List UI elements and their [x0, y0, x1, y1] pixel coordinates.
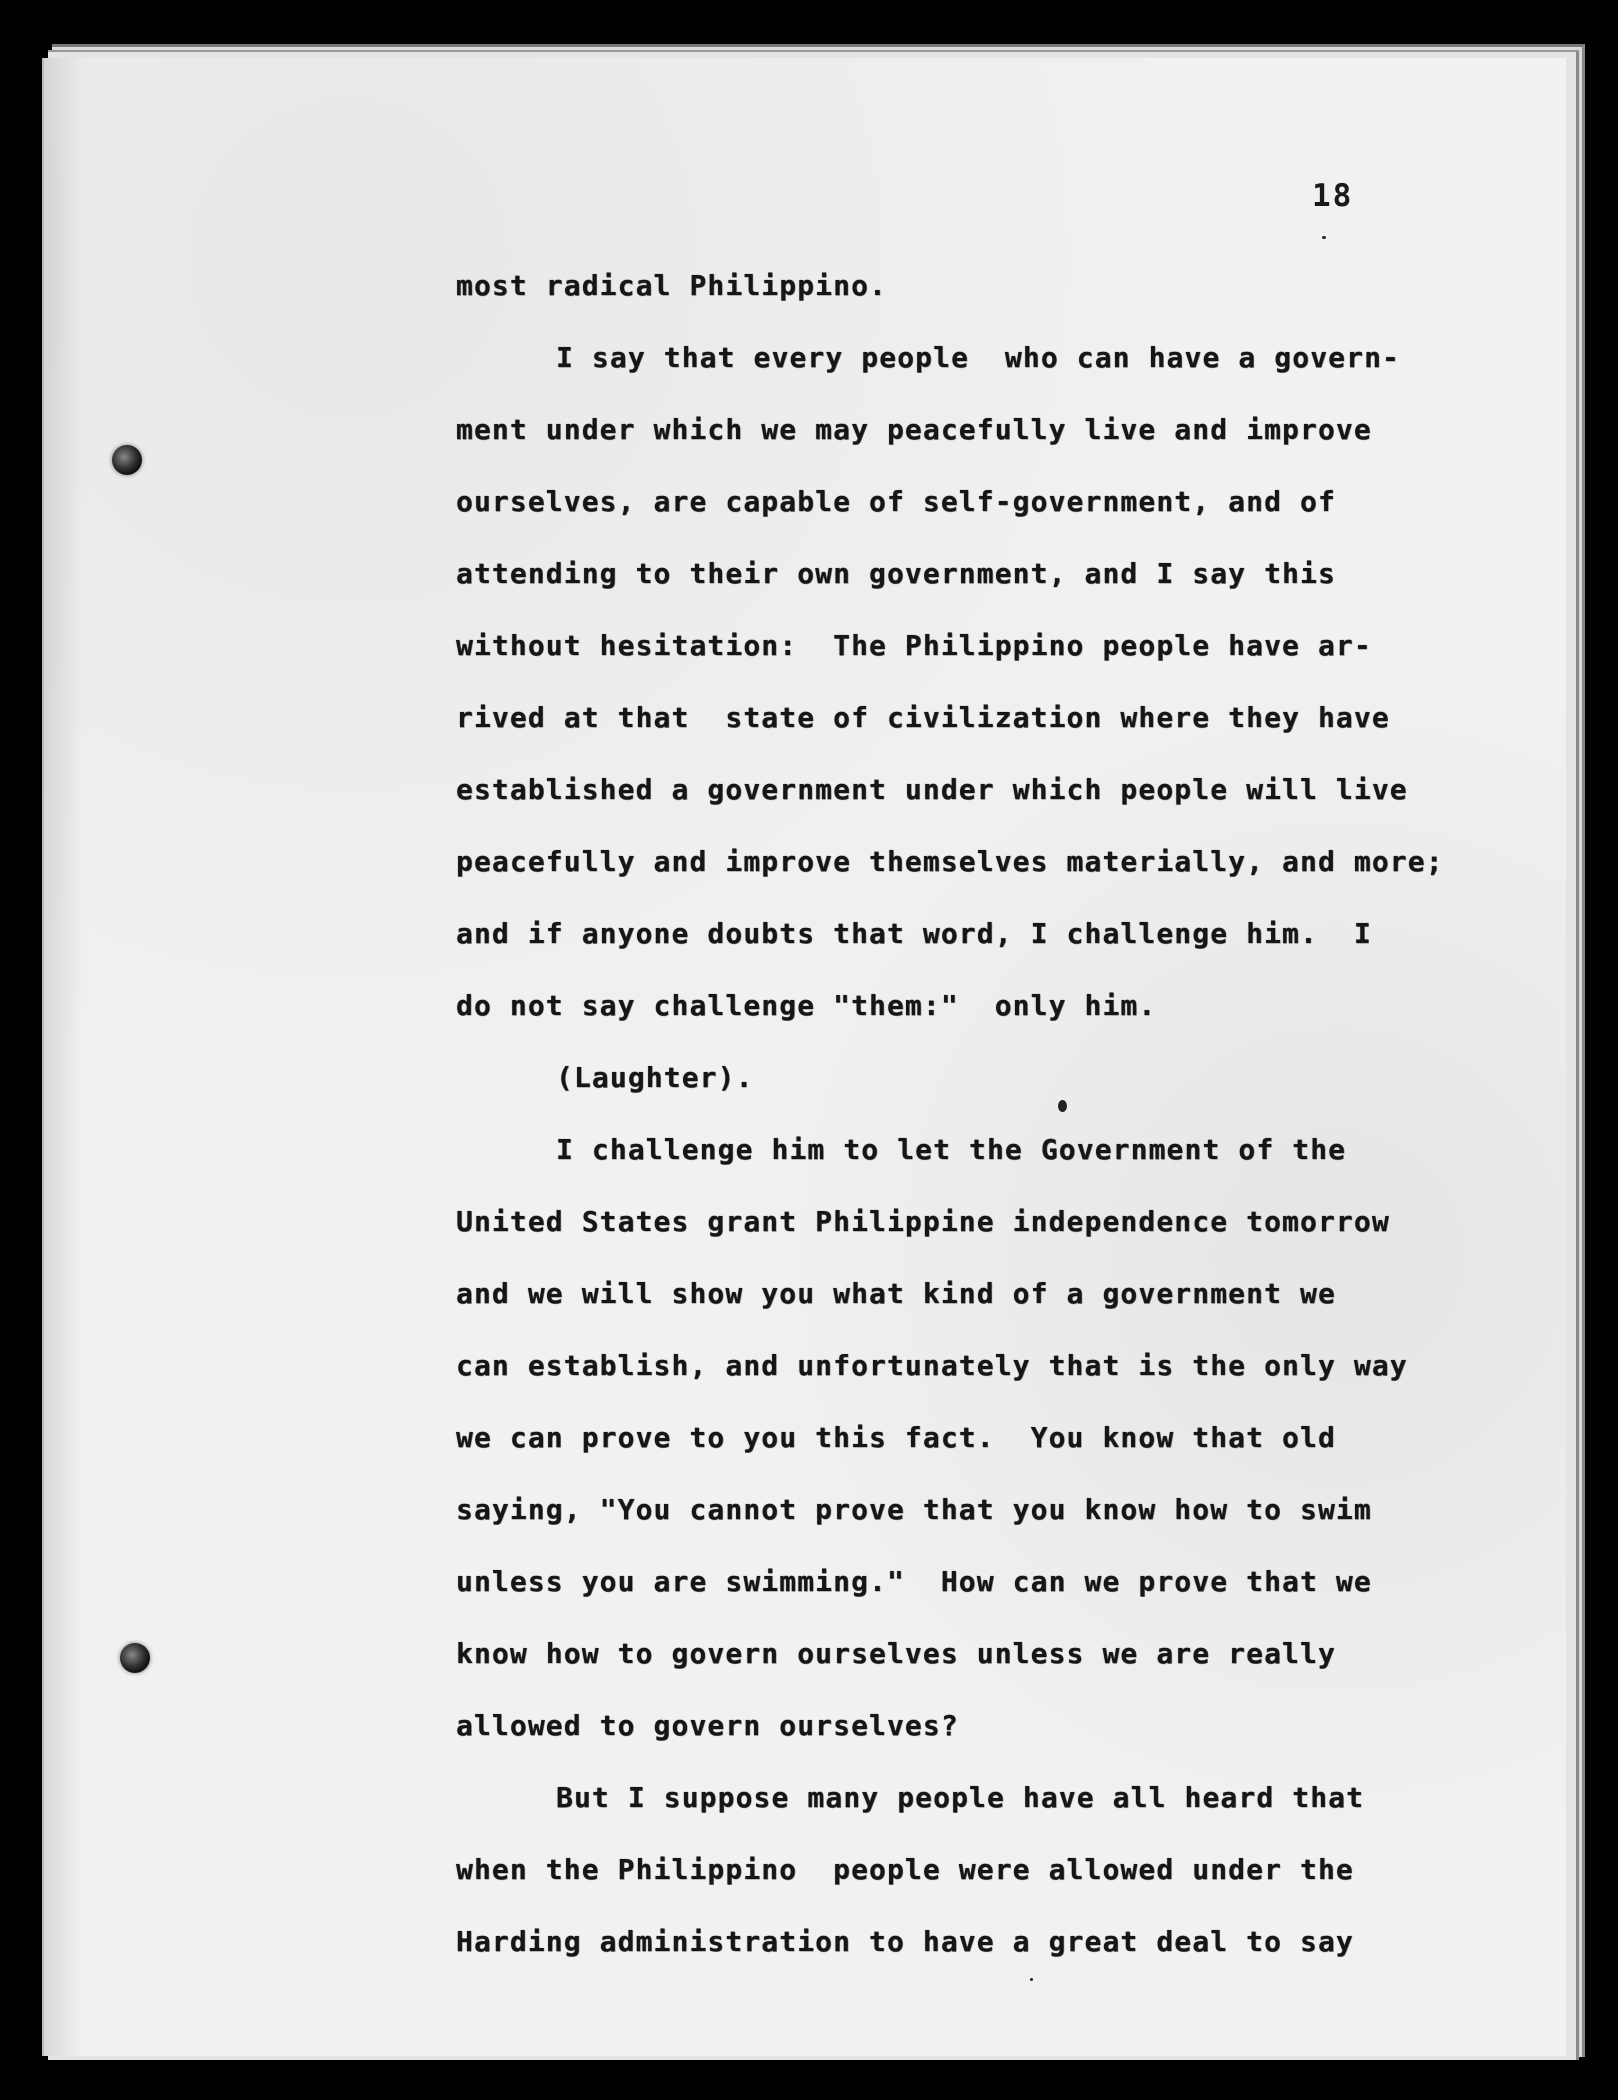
ink-speck — [1030, 1978, 1033, 1981]
text-line-18: saying, "You cannot prove that you know how to swim — [456, 1493, 1372, 1526]
text-line-4: ourselves, are capable of self-government, and of — [456, 485, 1336, 518]
text-line-17: we can prove to you this fact. You know that old — [456, 1421, 1336, 1454]
text-line-5: attending to their own government, and I say this — [456, 557, 1336, 590]
text-line-14: United States grant Philippine independence tomorrow — [456, 1205, 1390, 1238]
punch-hole-bottom — [120, 1643, 150, 1673]
text-line-19: unless you are swimming." How can we prove that we — [456, 1565, 1372, 1598]
text-line-3: ment under which we may peacefully live and improve — [456, 413, 1372, 446]
text-line-1: most radical Philippino. — [456, 269, 887, 302]
text-line-8: established a government under which people will live — [456, 773, 1408, 806]
text-line-10: and if anyone doubts that word, I challenge him. I — [456, 917, 1372, 950]
page-number: 18 — [1312, 178, 1354, 214]
text-line-6: without hesitation: The Philippino people have ar- — [456, 629, 1372, 662]
text-line-22: But I suppose many people have all heard that — [556, 1781, 1365, 1814]
text-line-16: can establish, and unfortunately that is the only way — [456, 1349, 1408, 1382]
text-line-13: I challenge him to let the Government of the — [556, 1133, 1347, 1166]
typewritten-text-body — [456, 250, 1536, 1978]
text-line-23: when the Philippino people were allowed under the — [456, 1853, 1354, 1886]
text-line-11: do not say challenge "them:" only him. — [456, 989, 1157, 1022]
text-line-15: and we will show you what kind of a government we — [456, 1277, 1336, 1310]
text-line-9: peacefully and improve themselves materially, and more; — [456, 845, 1444, 878]
text-line-12: (Laughter). — [556, 1061, 754, 1094]
text-line-7: rived at that state of civilization where they have — [456, 701, 1390, 734]
text-line-24: Harding administration to have a great deal to say — [456, 1925, 1354, 1958]
punch-hole-top — [112, 445, 142, 475]
text-line-21: allowed to govern ourselves? — [456, 1709, 959, 1742]
text-line-2: I say that every people who can have a govern- — [556, 341, 1400, 374]
text-line-20: know how to govern ourselves unless we are really — [456, 1637, 1336, 1670]
ink-speck — [1322, 236, 1326, 239]
